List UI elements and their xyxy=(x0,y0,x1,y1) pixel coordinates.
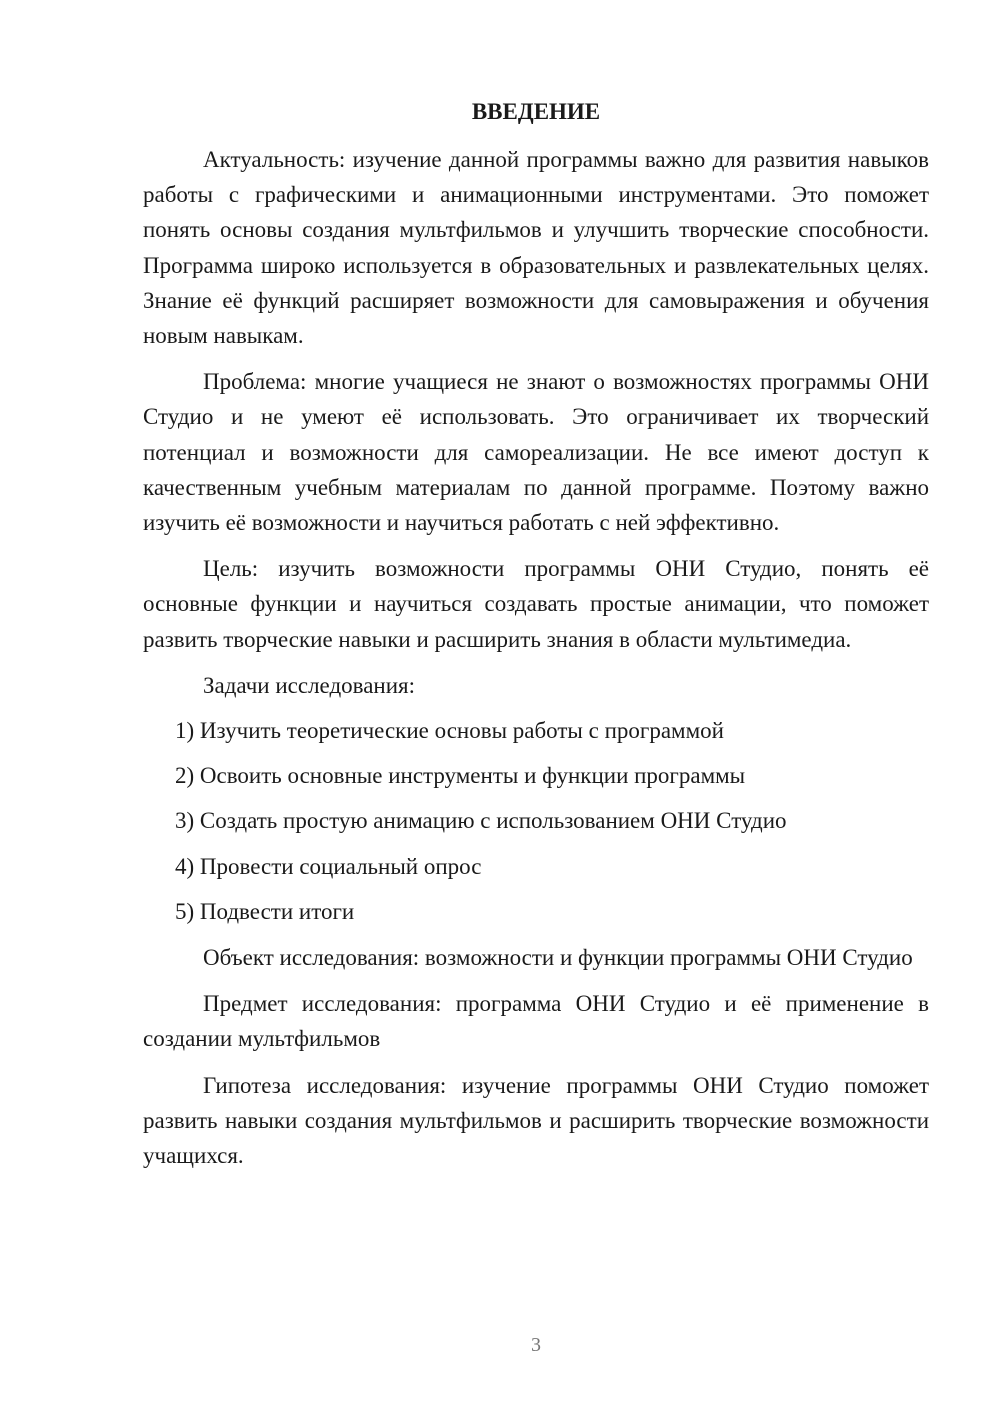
hypothesis-paragraph: Гипотеза исследования: изучение программы ОНИ Студио поможет развить навыки создания мультфильмов и расширить творческие возможности учащихся. xyxy=(143,1072,929,1169)
task-item: 2) Освоить основные инструменты и функции программы xyxy=(175,763,746,789)
task-item: 4) Провести социальный опрос xyxy=(175,853,482,879)
page-number: 3 xyxy=(531,1334,541,1356)
tasks-title: Задачи исследования: xyxy=(203,672,416,698)
problem-paragraph: Проблема: многие учащиеся не знают о возможностях программы ОНИ Студио и не умеют её использовать. Это ограничивает их творческий потенциал и возможности для самореализации. Не все имеют доступ к качественным учебным материалам по данной программе. Поэтому важно изучить её возможности и научиться работать с ней эффективно. xyxy=(143,369,929,536)
object-paragraph: Объект исследования: возможности и функции программы ОНИ Студио xyxy=(203,945,913,971)
task-item: 5) Подвести итоги xyxy=(175,898,355,924)
section-heading: ВВЕДЕНИЕ xyxy=(471,99,601,124)
task-item: 1) Изучить теоретические основы работы с программой xyxy=(175,718,724,744)
page-content xyxy=(143,94,929,1173)
subject-paragraph: Предмет исследования: программа ОНИ Студио и её применение в создании мультфильмов xyxy=(143,991,929,1052)
relevance-paragraph: Актуальность: изучение данной программы важно для развития навыков работы с графическими и анимационными инструментами. Это поможет понять основы создания мультфильмов и улучшить творческие способности. Программа широко используется в образовательных и развлекательных целях. Знание её функций расширяет возможности для самовыражения и обучения новым навыкам. xyxy=(143,147,929,349)
task-list xyxy=(143,713,929,929)
goal-paragraph: Цель: изучить возможности программы ОНИ Студио, понять её основные функции и научиться создавать простые анимации, что поможет развить творческие навыки и расширить знания в области мультимедиа. xyxy=(143,556,929,652)
task-item: 3) Создать простую анимацию с использованием ОНИ Студио xyxy=(175,808,787,834)
